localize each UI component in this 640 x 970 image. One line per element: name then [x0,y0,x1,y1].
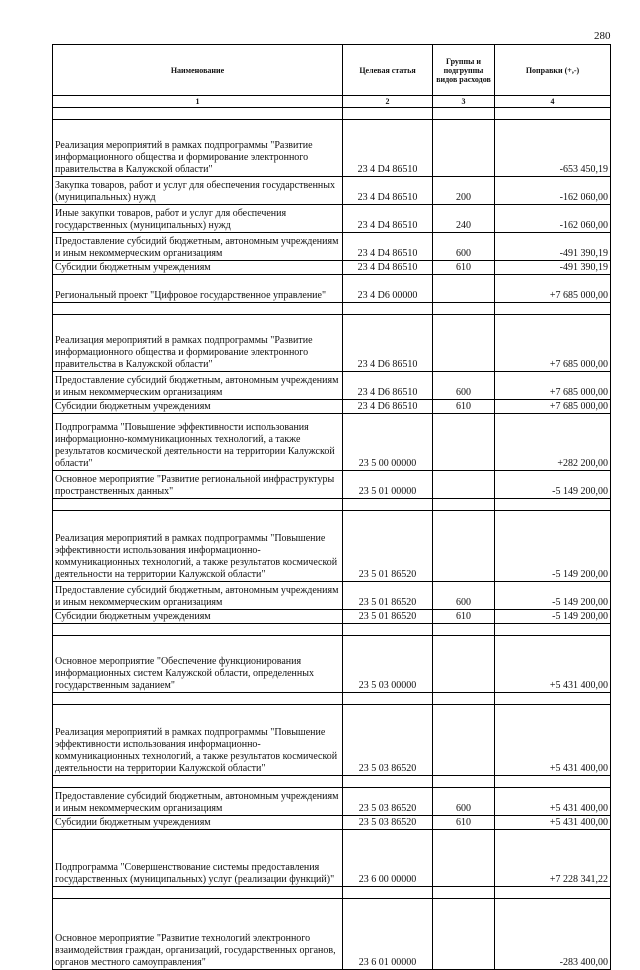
blank-cell [53,693,343,705]
row-amount: +5 431 400,00 [495,636,611,693]
blank-cell [343,303,433,315]
row-expense-group: 610 [433,400,495,414]
row-name: Закупка товаров, работ и услуг для обеспечения государственных (муниципальных) нужд [53,177,343,205]
row-target-code: 23 5 03 86520 [343,788,433,816]
row-name: Предоставление субсидий бюджетным, автономным учреждениям и иным некоммерческим организациям [53,233,343,261]
blank-cell [495,499,611,511]
row-expense-group [433,636,495,693]
blank-cell [495,693,611,705]
row-amount: +282 200,00 [495,414,611,471]
column-number: 4 [495,96,611,108]
row-name: Предоставление субсидий бюджетным, автономным учреждениям и иным некоммерческим организациям [53,582,343,610]
row-name: Иные закупки товаров, работ и услуг для обеспечения государственных (муниципальных) нужд [53,205,343,233]
blank-cell [495,303,611,315]
table-row [53,275,611,303]
blank-cell [53,776,343,788]
blank-cell [343,108,433,120]
row-target-code: 23 5 01 00000 [343,471,433,499]
table-row [53,899,611,970]
row-expense-group: 610 [433,816,495,830]
table-row [53,511,611,582]
row-name: Основное мероприятие "Развитие региональной инфраструктуры пространственных данных" [53,471,343,499]
row-expense-group [433,315,495,372]
header-name: Наименование [53,45,343,96]
blank-cell [495,108,611,120]
row-name: Субсидии бюджетным учреждениям [53,261,343,275]
header-amount: Поправки (+,-) [495,45,611,96]
table-row [53,788,611,816]
table-row [53,705,611,776]
table-row [53,177,611,205]
row-amount: +5 431 400,00 [495,705,611,776]
row-amount: -162 060,00 [495,205,611,233]
row-target-code: 23 4 D6 86510 [343,400,433,414]
row-target-code: 23 5 01 86520 [343,610,433,624]
row-expense-group: 610 [433,610,495,624]
row-expense-group: 600 [433,233,495,261]
blank-cell [343,693,433,705]
row-expense-group: 610 [433,261,495,275]
row-expense-group [433,899,495,970]
table-row [53,414,611,471]
blank-cell [343,499,433,511]
row-amount: +5 431 400,00 [495,816,611,830]
row-name: Предоставление субсидий бюджетным, автономным учреждениям и иным некоммерческим организациям [53,372,343,400]
row-amount: +7 228 341,22 [495,830,611,887]
blank-cell [495,624,611,636]
table-row [53,400,611,414]
row-expense-group [433,414,495,471]
row-target-code: 23 5 03 86520 [343,705,433,776]
table-row [53,636,611,693]
row-target-code: 23 5 00 00000 [343,414,433,471]
row-amount: +7 685 000,00 [495,275,611,303]
table-row [53,315,611,372]
blank-cell [433,303,495,315]
row-expense-group [433,275,495,303]
row-amount: -5 149 200,00 [495,582,611,610]
row-target-code: 23 4 D4 86510 [343,233,433,261]
blank-cell [53,499,343,511]
table-row [53,471,611,499]
blank-cell [53,108,343,120]
table-row [53,120,611,177]
row-target-code: 23 5 03 00000 [343,636,433,693]
header-code: Целевая статья [343,45,433,96]
row-target-code: 23 5 01 86520 [343,582,433,610]
table-row [53,261,611,275]
table-body [53,108,611,970]
row-target-code: 23 5 03 86520 [343,816,433,830]
row-expense-group [433,471,495,499]
row-name: Региональный проект "Цифровое государственное управление" [53,275,343,303]
row-name: Реализация мероприятий в рамках подпрограммы "Развитие информационного общества и формирование электронного правительства в Калужской области" [53,315,343,372]
blank-cell [53,624,343,636]
header-group: Группы и подгруппы видов расходов [433,45,495,96]
row-amount: -491 390,19 [495,261,611,275]
row-expense-group: 600 [433,788,495,816]
blank-cell [433,108,495,120]
budget-amendments-table [52,44,611,970]
row-amount: -283 400,00 [495,899,611,970]
table-row [53,816,611,830]
row-expense-group: 600 [433,582,495,610]
row-name: Основное мероприятие "Развитие технологий электронного взаимодействия граждан, организаций, государственных органов, органов местного самоуправления" [53,899,343,970]
row-target-code: 23 4 D6 86510 [343,372,433,400]
blank-cell [495,887,611,899]
row-amount: +7 685 000,00 [495,315,611,372]
row-target-code: 23 4 D6 86510 [343,315,433,372]
row-name: Основное мероприятие "Обеспечение функционирования информационных систем Калужской области, определенных государственным заданием" [53,636,343,693]
row-expense-group [433,120,495,177]
row-name: Субсидии бюджетным учреждениям [53,816,343,830]
row-name: Реализация мероприятий в рамках подпрограммы "Развитие информационного общества и формирование электронного правительства в Калужской области" [53,120,343,177]
row-target-code: 23 5 01 86520 [343,511,433,582]
row-amount: -491 390,19 [495,233,611,261]
row-amount: -162 060,00 [495,177,611,205]
row-name: Субсидии бюджетным учреждениям [53,610,343,624]
row-name: Реализация мероприятий в рамках подпрограммы "Повышение эффективности использования информационно-коммуникационных технологий, а также результатов космической деятельности на территории Калужской области" [53,705,343,776]
blank-cell [343,887,433,899]
row-name: Подпрограмма "Повышение эффективности использования информационно-коммуникационных технологий, а также результатов космической деятельности на территории Калужской области" [53,414,343,471]
blank-cell [433,776,495,788]
blank-cell [53,887,343,899]
blank-cell [343,776,433,788]
table-row [53,582,611,610]
row-amount: -653 450,19 [495,120,611,177]
row-expense-group: 240 [433,205,495,233]
row-name: Субсидии бюджетным учреждениям [53,400,343,414]
row-expense-group: 600 [433,372,495,400]
row-name: Предоставление субсидий бюджетным, автономным учреждениям и иным некоммерческим организациям [53,788,343,816]
row-expense-group [433,830,495,887]
blank-cell [433,499,495,511]
table-row [53,372,611,400]
blank-cell [433,624,495,636]
row-name: Подпрограмма "Совершенствование системы предоставления государственных (муниципальных) услуг (реализации функций)" [53,830,343,887]
table-row [53,233,611,261]
row-target-code: 23 4 D4 86510 [343,205,433,233]
row-expense-group: 200 [433,177,495,205]
row-amount: +5 431 400,00 [495,788,611,816]
row-target-code: 23 4 D6 00000 [343,275,433,303]
row-target-code: 23 4 D4 86510 [343,261,433,275]
table-row [53,205,611,233]
blank-cell [495,776,611,788]
blank-cell [433,887,495,899]
row-target-code: 23 4 D4 86510 [343,177,433,205]
row-target-code: 23 6 01 00000 [343,899,433,970]
blank-cell [433,693,495,705]
row-amount: -5 149 200,00 [495,471,611,499]
blank-cell [343,624,433,636]
table-row [53,610,611,624]
column-number: 2 [343,96,433,108]
row-amount: +7 685 000,00 [495,400,611,414]
row-amount: +7 685 000,00 [495,372,611,400]
row-target-code: 23 4 D4 86510 [343,120,433,177]
blank-cell [53,303,343,315]
row-expense-group [433,705,495,776]
page-number: 280 [594,30,611,42]
row-amount: -5 149 200,00 [495,511,611,582]
table-row [53,830,611,887]
row-name: Реализация мероприятий в рамках подпрограммы "Повышение эффективности использования информационно-коммуникационных технологий, а также результатов космической деятельности на территории Калужской области" [53,511,343,582]
row-target-code: 23 6 00 00000 [343,830,433,887]
column-number: 1 [53,96,343,108]
row-expense-group [433,511,495,582]
row-amount: -5 149 200,00 [495,610,611,624]
column-number: 3 [433,96,495,108]
